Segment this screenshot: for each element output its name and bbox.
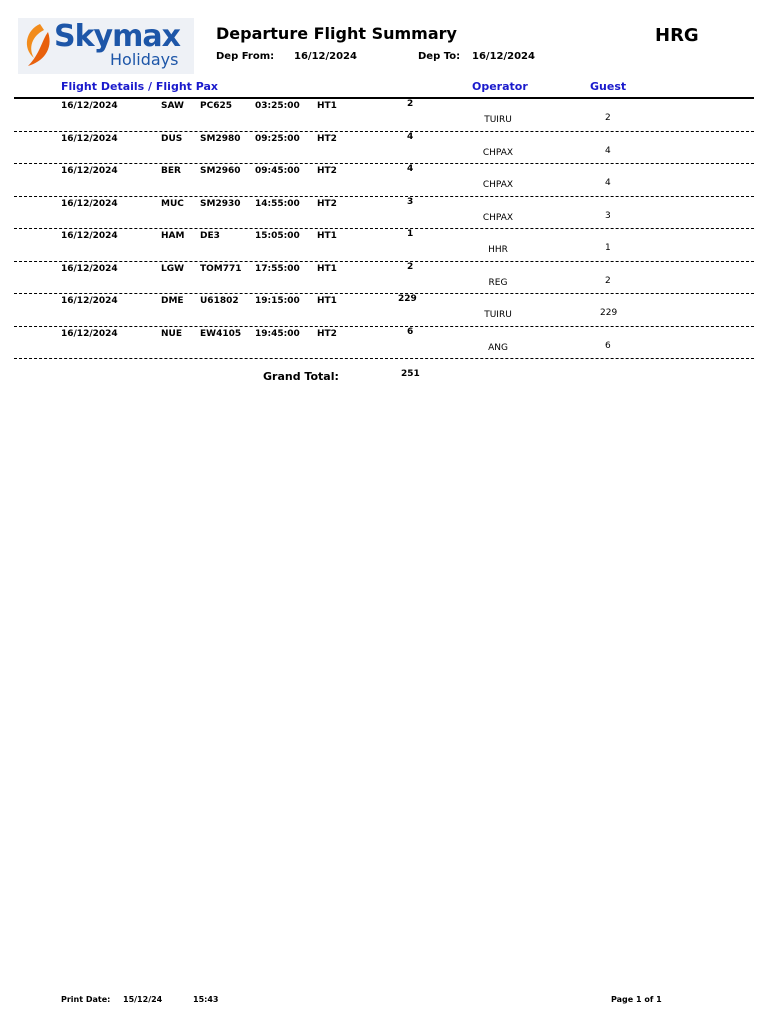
flight-date: 16/12/2024 — [61, 328, 118, 339]
dep-to-label: Dep To: — [418, 51, 461, 62]
dep-to-value: 16/12/2024 — [472, 51, 535, 62]
airport-code: HRG — [655, 25, 699, 46]
flight-time: 14:55:00 — [255, 198, 300, 209]
guest-value: 3 — [605, 210, 611, 221]
flight-pax: 229 — [398, 294, 417, 304]
guest-value: 6 — [605, 340, 611, 351]
page-title: Departure Flight Summary — [216, 24, 457, 43]
flight-date: 16/12/2024 — [61, 231, 118, 241]
operator-value: CHPAX — [482, 180, 514, 190]
flight-pax: 2 — [407, 99, 414, 109]
flight-number: EW4105 — [200, 328, 242, 339]
table-row — [0, 164, 768, 197]
flight-time: 09:45:00 — [255, 166, 300, 176]
table-row — [0, 327, 768, 360]
flight-terminal: HT1 — [317, 231, 337, 241]
flight-pax: 6 — [407, 326, 414, 337]
flight-terminal: HT1 — [317, 101, 337, 111]
flight-pax: 1 — [407, 229, 414, 239]
flight-date: 16/12/2024 — [61, 101, 118, 111]
operator-value: TUIRU — [484, 115, 512, 125]
flight-airport: LGW — [161, 263, 185, 274]
flight-terminal: HT2 — [317, 166, 337, 176]
grand-total-value: 251 — [401, 369, 420, 379]
print-time: 15:43 — [193, 995, 219, 1004]
dep-from-value: 16/12/2024 — [294, 51, 357, 62]
flight-airport: MUC — [161, 198, 184, 209]
flight-pax: 4 — [407, 164, 414, 174]
flight-pax: 2 — [407, 261, 414, 272]
flight-pax: 4 — [407, 131, 414, 142]
dep-from-label: Dep From: — [216, 51, 275, 62]
grand-total-label: Grand Total: — [263, 370, 339, 383]
flight-time: 17:55:00 — [255, 263, 300, 274]
flight-date: 16/12/2024 — [61, 166, 118, 176]
guest-value: 229 — [600, 308, 618, 318]
guest-value: 2 — [605, 275, 611, 286]
operator-value: CHPAX — [482, 212, 514, 223]
flight-time: 15:05:00 — [255, 231, 300, 241]
flight-date: 16/12/2024 — [61, 133, 118, 144]
column-header-operator: Operator — [472, 80, 528, 93]
flight-time: 19:45:00 — [255, 328, 300, 339]
guest-value: 1 — [605, 243, 611, 253]
table-row — [0, 99, 768, 132]
company-logo — [18, 18, 194, 74]
column-header-details: Flight Details / Flight Pax — [61, 80, 219, 93]
flight-terminal: HT2 — [317, 198, 337, 209]
table-row — [0, 229, 768, 262]
page-number: Page 1 of 1 — [611, 995, 662, 1004]
table-row — [0, 262, 768, 295]
flight-airport: DUS — [161, 133, 183, 144]
flight-time: 03:25:00 — [255, 101, 300, 111]
flight-date: 16/12/2024 — [61, 296, 118, 306]
flight-time: 19:15:00 — [255, 296, 300, 306]
column-header-guest: Guest — [590, 80, 627, 93]
flight-number: SM2980 — [200, 133, 241, 144]
guest-value: 4 — [605, 145, 611, 156]
flight-date: 16/12/2024 — [61, 198, 118, 209]
flight-number: TOM771 — [200, 263, 242, 274]
row-divider — [14, 358, 754, 359]
table-row — [0, 132, 768, 165]
flight-terminal: HT1 — [317, 263, 337, 274]
flight-number: U61802 — [200, 296, 239, 306]
guest-value: 4 — [605, 178, 611, 188]
flight-number: DE3 — [200, 231, 220, 241]
operator-value: CHPAX — [482, 147, 514, 158]
table-row — [0, 294, 768, 327]
flight-airport: BER — [161, 166, 181, 176]
flight-number: SM2930 — [200, 198, 241, 209]
table-row — [0, 197, 768, 230]
flight-airport: NUE — [161, 328, 182, 339]
print-date-value: 15/12/24 — [123, 995, 163, 1004]
flight-terminal: HT2 — [317, 328, 337, 339]
operator-value: TUIRU — [484, 310, 512, 320]
operator-value: HHR — [488, 245, 508, 255]
flight-pax: 3 — [407, 196, 414, 207]
flight-number: SM2960 — [200, 166, 241, 176]
logo-brand-bottom: Holidays — [110, 50, 179, 69]
logo-brand-top: Skymax — [54, 19, 180, 54]
flight-airport: SAW — [161, 101, 184, 111]
flight-terminal: HT2 — [317, 133, 337, 144]
flight-time: 09:25:00 — [255, 133, 300, 144]
print-date-label: Print Date: — [61, 995, 111, 1004]
flight-date: 16/12/2024 — [61, 263, 118, 274]
operator-value: REG — [488, 277, 508, 288]
guest-value: 2 — [605, 113, 611, 123]
flight-number: PC625 — [200, 101, 232, 111]
flight-airport: HAM — [161, 231, 185, 241]
operator-value: ANG — [488, 342, 508, 353]
flight-airport: DME — [161, 296, 184, 306]
flight-terminal: HT1 — [317, 296, 337, 306]
